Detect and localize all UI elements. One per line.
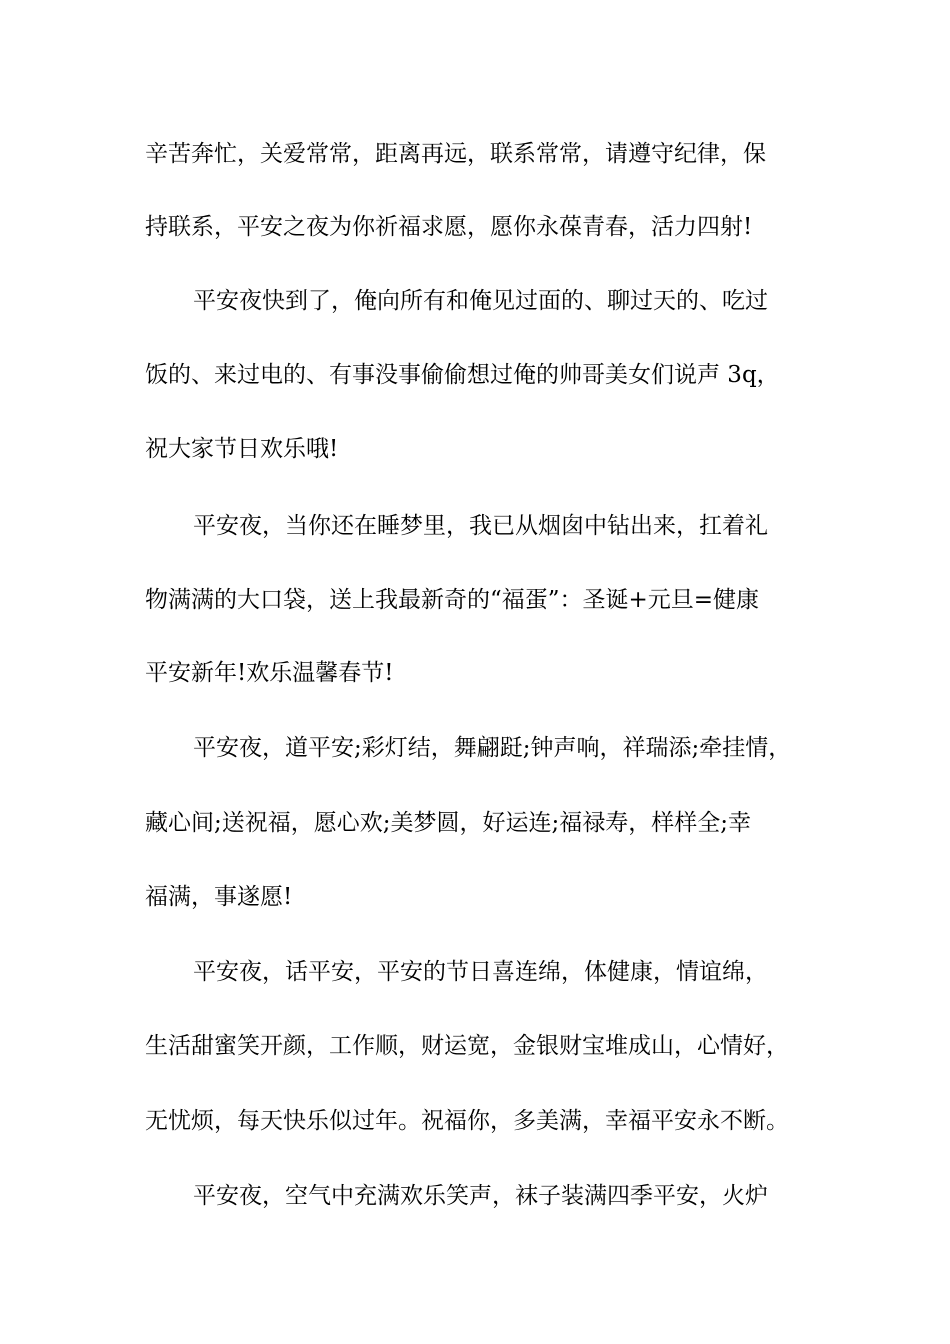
paragraph-first-line: 平安夜，话平安，平安的节日喜连绵，体健康，情谊绵， <box>193 959 768 985</box>
text-line: 福满，事遂愿! <box>145 884 293 910</box>
text-line: 持联系，平安之夜为你祈福求愿，愿你永葆青春，活力四射! <box>145 214 753 240</box>
paragraph-first-line: 平安夜快到了，俺向所有和俺见过面的、聊过天的、吃过 <box>193 288 768 314</box>
text-line: 生活甜蜜笑开颜，工作顺，财运宽，金银财宝堆成山，心情好， <box>145 1033 789 1059</box>
text-line: 祝大家节日欢乐哦! <box>145 436 339 462</box>
text-line: 饭的、来过电的、有事没事偷偷想过俺的帅哥美女们说声 3q， <box>145 362 780 388</box>
text-line: 平安新年!欢乐温馨春节! <box>145 660 394 686</box>
paragraph-first-line: 平安夜，空气中充满欢乐笑声，袜子装满四季平安，火炉 <box>193 1183 768 1209</box>
text-line: 物满满的大口袋，送上我最新奇的“福蛋”：圣诞+元旦=健康 <box>145 587 760 613</box>
text-line: 无忧烦，每天快乐似过年。祝福你，多美满，幸福平安永不断。 <box>145 1108 789 1134</box>
text-line: 藏心间;送祝福，愿心欢;美梦圆，好运连;福禄寿，样样全;幸 <box>145 810 751 836</box>
text-line: 辛苦奔忙，关爱常常，距离再远，联系常常，请遵守纪律，保 <box>145 141 766 167</box>
paragraph-first-line: 平安夜，道平安;彩灯结，舞翩跹;钟声响，祥瑞添;牵挂情， <box>193 735 792 761</box>
paragraph-first-line: 平安夜，当你还在睡梦里，我已从烟囱中钻出来，扛着礼 <box>193 513 768 539</box>
